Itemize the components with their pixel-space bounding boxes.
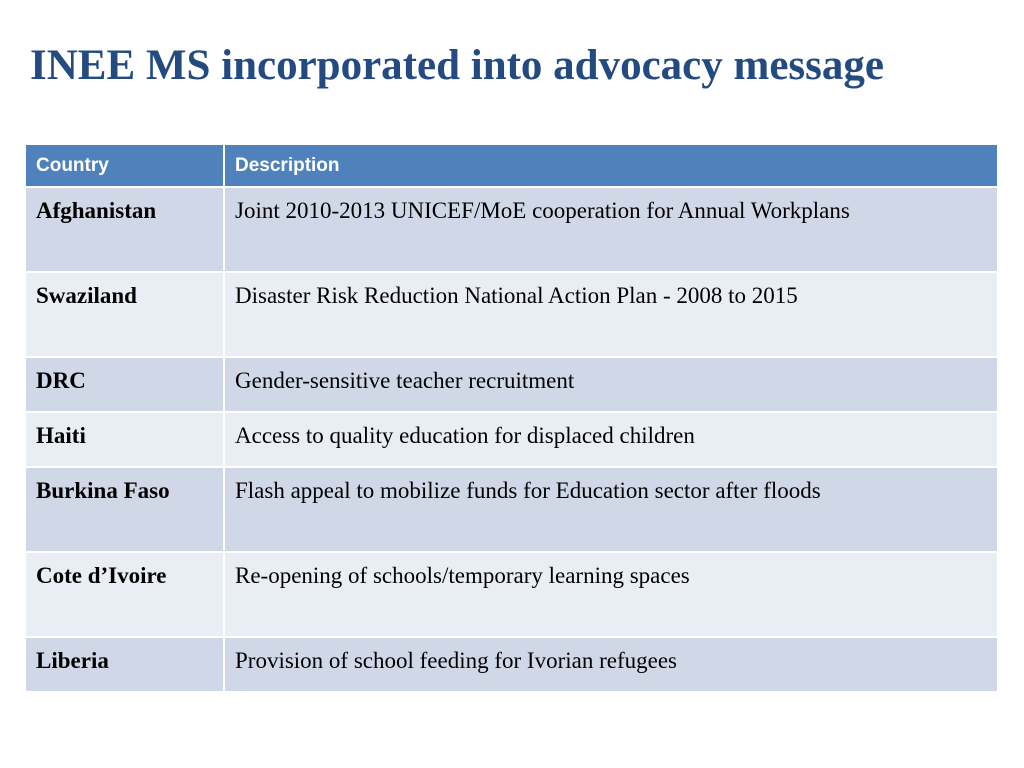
- description-cell: Access to quality education for displaced children: [224, 412, 998, 467]
- table-row: [26, 187, 998, 272]
- slide-title: INEE MS incorporated into advocacy message: [30, 42, 884, 89]
- table-header-row: [26, 145, 998, 187]
- table-row: [26, 467, 998, 552]
- advocacy-table: [26, 145, 999, 693]
- table-row: [26, 272, 998, 357]
- country-cell: Afghanistan: [26, 187, 224, 272]
- description-cell: Flash appeal to mobilize funds for Education sector after floods: [224, 467, 998, 552]
- country-cell: Burkina Faso: [26, 467, 224, 552]
- description-cell: Disaster Risk Reduction National Action Plan - 2008 to 2015: [224, 272, 998, 357]
- country-cell: Cote d’Ivoire: [26, 552, 224, 637]
- description-cell: Re-opening of schools/temporary learning spaces: [224, 552, 998, 637]
- header-country: Country: [26, 145, 224, 187]
- table-row: [26, 357, 998, 412]
- country-cell: DRC: [26, 357, 224, 412]
- country-cell: Swaziland: [26, 272, 224, 357]
- table-row: [26, 637, 998, 692]
- description-cell: Gender-sensitive teacher recruitment: [224, 357, 998, 412]
- description-cell: Joint 2010-2013 UNICEF/MoE cooperation for Annual Workplans: [224, 187, 998, 272]
- table-row: [26, 552, 998, 637]
- country-cell: Liberia: [26, 637, 224, 692]
- table-row: [26, 412, 998, 467]
- header-description: Description: [224, 145, 998, 187]
- country-cell: Haiti: [26, 412, 224, 467]
- description-cell: Provision of school feeding for Ivorian refugees: [224, 637, 998, 692]
